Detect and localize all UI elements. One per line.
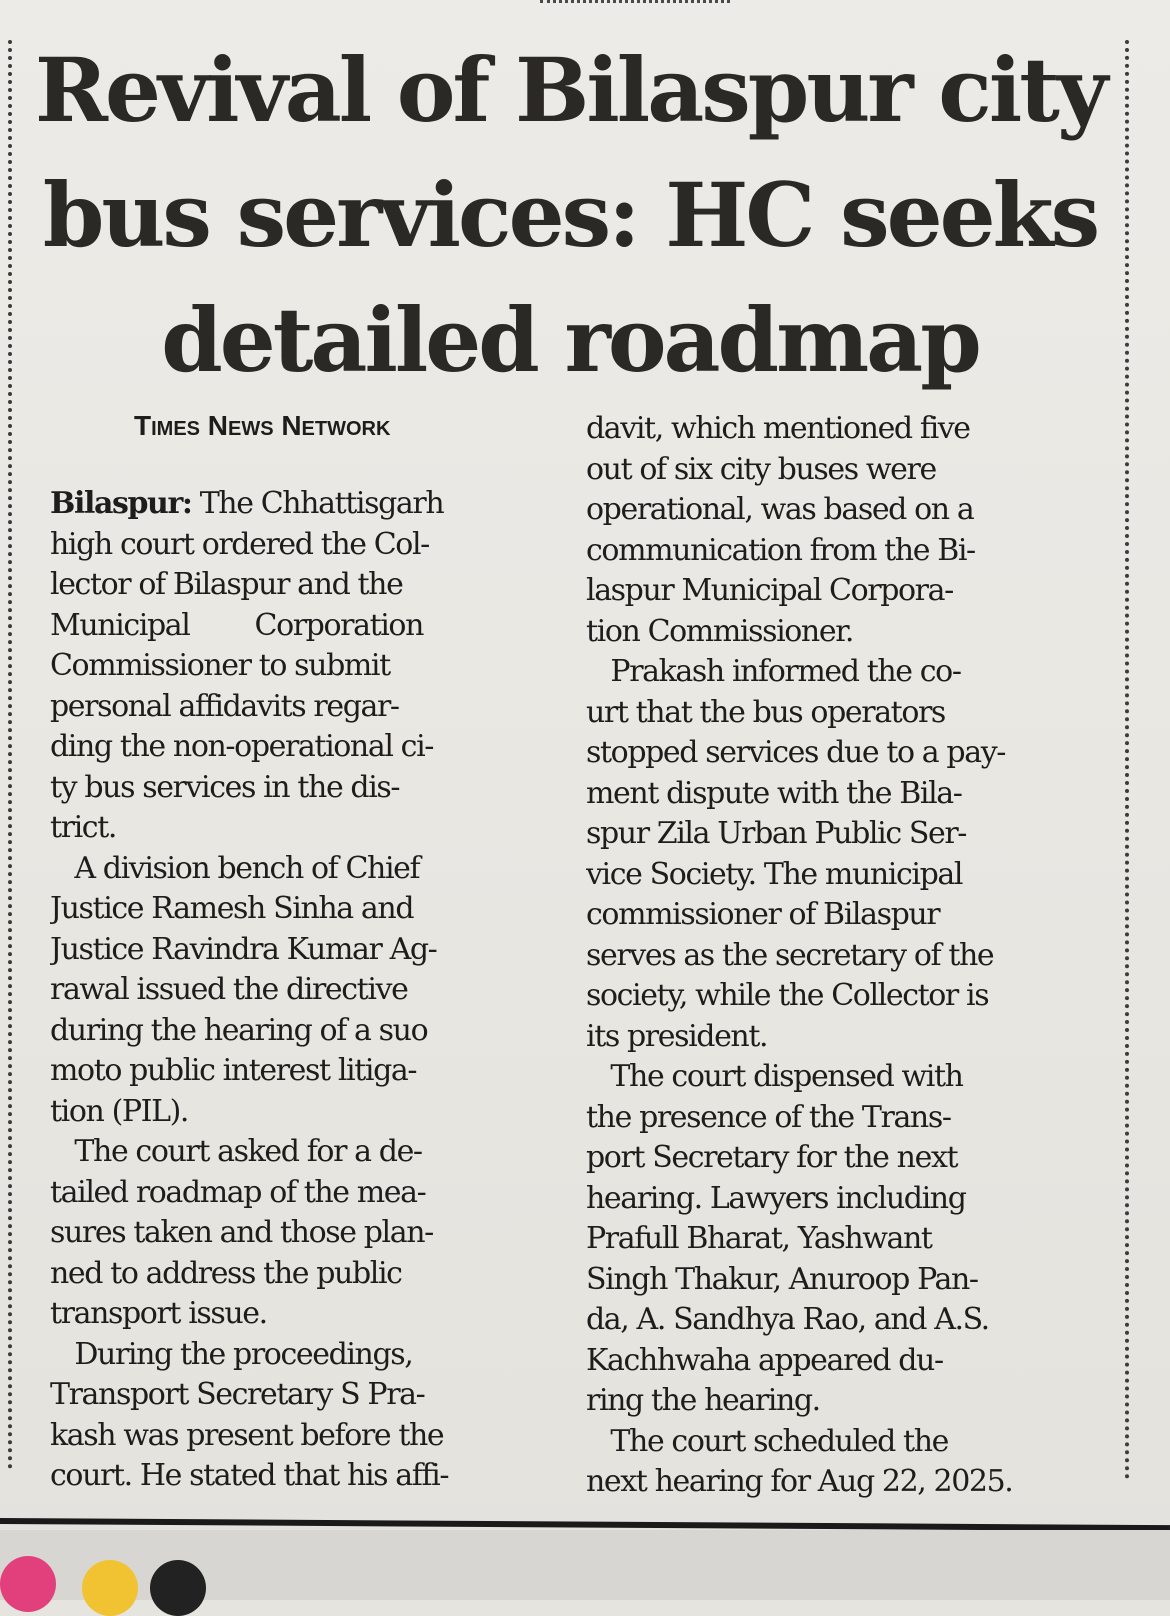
article-line-text: ding the non-operational ci- — [50, 729, 433, 764]
article-line — [50, 930, 550, 971]
article-line — [586, 1260, 1101, 1301]
article-line — [586, 895, 1101, 936]
article-line — [50, 808, 550, 849]
article-line — [50, 727, 550, 768]
article-line-text: court. He stated that his affi- — [50, 1458, 449, 1493]
article-line-text: its president. — [586, 1018, 768, 1054]
right-dotted-border — [1125, 40, 1129, 1480]
article-line-text: personal affidavits regar- — [50, 688, 399, 724]
article-line-text: Singh Thakur, Anuroop Pan- — [586, 1261, 978, 1297]
article-line — [50, 1335, 550, 1376]
article-line — [50, 606, 550, 647]
article-line — [50, 1375, 550, 1416]
article-line — [50, 1254, 550, 1295]
article-line — [586, 1057, 1101, 1098]
article-line-text: Prakash informed the co- — [586, 654, 961, 689]
yellow-circle-icon — [82, 1560, 138, 1616]
article-line-text: da, A. Sandhya Rao, and A.S. — [586, 1302, 989, 1337]
article-line — [50, 646, 550, 687]
article-line — [50, 525, 550, 566]
article-line — [50, 1092, 550, 1133]
article-line-text: ned to address the public — [50, 1255, 402, 1291]
article-line-text: tion (PIL). — [50, 1093, 189, 1129]
article-line-text: moto public interest litiga- — [50, 1053, 417, 1088]
article-line-text: operational, was based on a — [586, 492, 974, 527]
article-line-text: tailed roadmap of the mea- — [50, 1174, 426, 1210]
article-line — [586, 652, 1101, 693]
article-line-text: stopped services due to a pay- — [586, 735, 1006, 770]
article-line-text: out of six city buses were — [586, 451, 936, 487]
dateline: Bilaspur: — [50, 486, 192, 521]
article-line — [50, 687, 550, 728]
article-line-text: during the hearing of a suo — [50, 1012, 428, 1048]
article-line-text: laspur Municipal Corpora- — [586, 573, 953, 608]
article-line — [586, 1017, 1101, 1058]
article-line-text: A division bench of Chief — [50, 850, 420, 886]
article-line-text: communication from the Bi- — [586, 532, 975, 568]
article-line — [586, 490, 1101, 531]
article-line — [50, 1294, 550, 1335]
article-line — [586, 855, 1101, 896]
article-line-text: spur Zila Urban Public Ser- — [586, 816, 967, 851]
article-line-text: ment dispute with the Bila- — [586, 775, 962, 811]
article-line — [50, 1011, 550, 1052]
article-line — [50, 768, 550, 809]
article-line-text: hearing. Lawyers including — [586, 1180, 966, 1216]
article-line-text: trict. — [50, 810, 116, 845]
article-line-text: next hearing for Aug 22, 2025. — [586, 1464, 1013, 1499]
headline-line: detailed roadmap — [161, 288, 979, 392]
article-line — [586, 409, 1101, 450]
article-line — [586, 1422, 1101, 1463]
article-line-text: transport issue. — [50, 1296, 267, 1331]
article-line — [586, 733, 1101, 774]
article-column-right — [586, 409, 1101, 1503]
article-line-text: The court asked for a de- — [50, 1134, 422, 1169]
article-line-text: port Secretary for the next — [586, 1140, 958, 1175]
article-line — [50, 1132, 550, 1173]
article-line-text: Justice Ramesh Sinha and — [50, 891, 414, 926]
article-headline — [20, 28, 1120, 403]
article-line-text: Kachhwaha appeared du- — [586, 1342, 943, 1378]
top-dotted-border — [540, 0, 730, 7]
article-line-text: Prafull Bharat, Yashwant — [586, 1221, 932, 1256]
article-line — [586, 1098, 1101, 1139]
black-circle-icon — [150, 1560, 206, 1616]
article-line — [50, 1051, 550, 1092]
article-line-text: society, while the Collector is — [586, 978, 989, 1013]
byline: Times News Network — [134, 410, 391, 441]
article-line — [586, 571, 1101, 612]
article-line — [50, 565, 550, 606]
article-line-text: high court ordered the Col- — [50, 526, 429, 562]
article-line-text: The Chhattisgarh — [199, 486, 444, 521]
article-line-text: ty bus services in the dis- — [50, 769, 400, 805]
article-line — [586, 1179, 1101, 1220]
article-line — [586, 1341, 1101, 1382]
headline-line: bus services: HC seeks — [42, 163, 1098, 267]
article-line-text: Commissioner to submit — [50, 648, 390, 683]
article-line-text: ring the hearing. — [586, 1383, 820, 1418]
article-line — [586, 450, 1101, 491]
article-line-text: Transport Secretary S Pra- — [50, 1377, 425, 1412]
article-line — [586, 531, 1101, 572]
article-line — [586, 1219, 1101, 1260]
article-column-left — [50, 484, 550, 1497]
article-line-text: kash was present before the — [50, 1417, 444, 1453]
article-line-text: serves as the secretary of the — [586, 937, 994, 973]
headline-line: Revival of Bilaspur city — [34, 38, 1106, 142]
article-line — [586, 1381, 1101, 1422]
article-line-text: The court scheduled the — [586, 1423, 948, 1459]
article-line — [586, 612, 1101, 653]
article-line — [586, 936, 1101, 977]
article-line-text: tion Commissioner. — [586, 613, 853, 649]
article-line — [50, 1416, 550, 1457]
article-line-text: urt that the bus operators — [586, 694, 945, 730]
article-line — [50, 1213, 550, 1254]
article-line — [50, 1173, 550, 1214]
article-line — [586, 814, 1101, 855]
pink-circle-icon — [0, 1556, 56, 1612]
article-line-text: Municipal Corporation — [50, 607, 424, 643]
article-line — [586, 693, 1101, 734]
article-line — [586, 1300, 1101, 1341]
article-line-text: the presence of the Trans- — [586, 1099, 951, 1135]
article-line-text: During the proceedings, — [50, 1336, 413, 1372]
article-line — [586, 774, 1101, 815]
article-line-text: commissioner of Bilaspur — [586, 897, 940, 932]
article-line — [50, 849, 550, 890]
article-line-text: lector of Bilaspur and the — [50, 567, 403, 602]
article-line — [50, 889, 550, 930]
article-line-text: The court dispensed with — [586, 1059, 963, 1094]
article-line-text: davit, which mentioned five — [586, 411, 970, 446]
article-line — [50, 970, 550, 1011]
left-dotted-border — [8, 40, 12, 1470]
article-line-text: Justice Ravindra Kumar Ag- — [50, 931, 437, 967]
article-line — [586, 1138, 1101, 1179]
article-line-text: sures taken and those plan- — [50, 1215, 433, 1250]
article-line-text: rawal issued the directive — [50, 972, 408, 1007]
article-line — [50, 1456, 550, 1497]
article-line — [586, 1462, 1101, 1503]
article-line — [50, 484, 550, 525]
article-line-text: vice Society. The municipal — [586, 856, 963, 892]
article-line — [586, 976, 1101, 1017]
